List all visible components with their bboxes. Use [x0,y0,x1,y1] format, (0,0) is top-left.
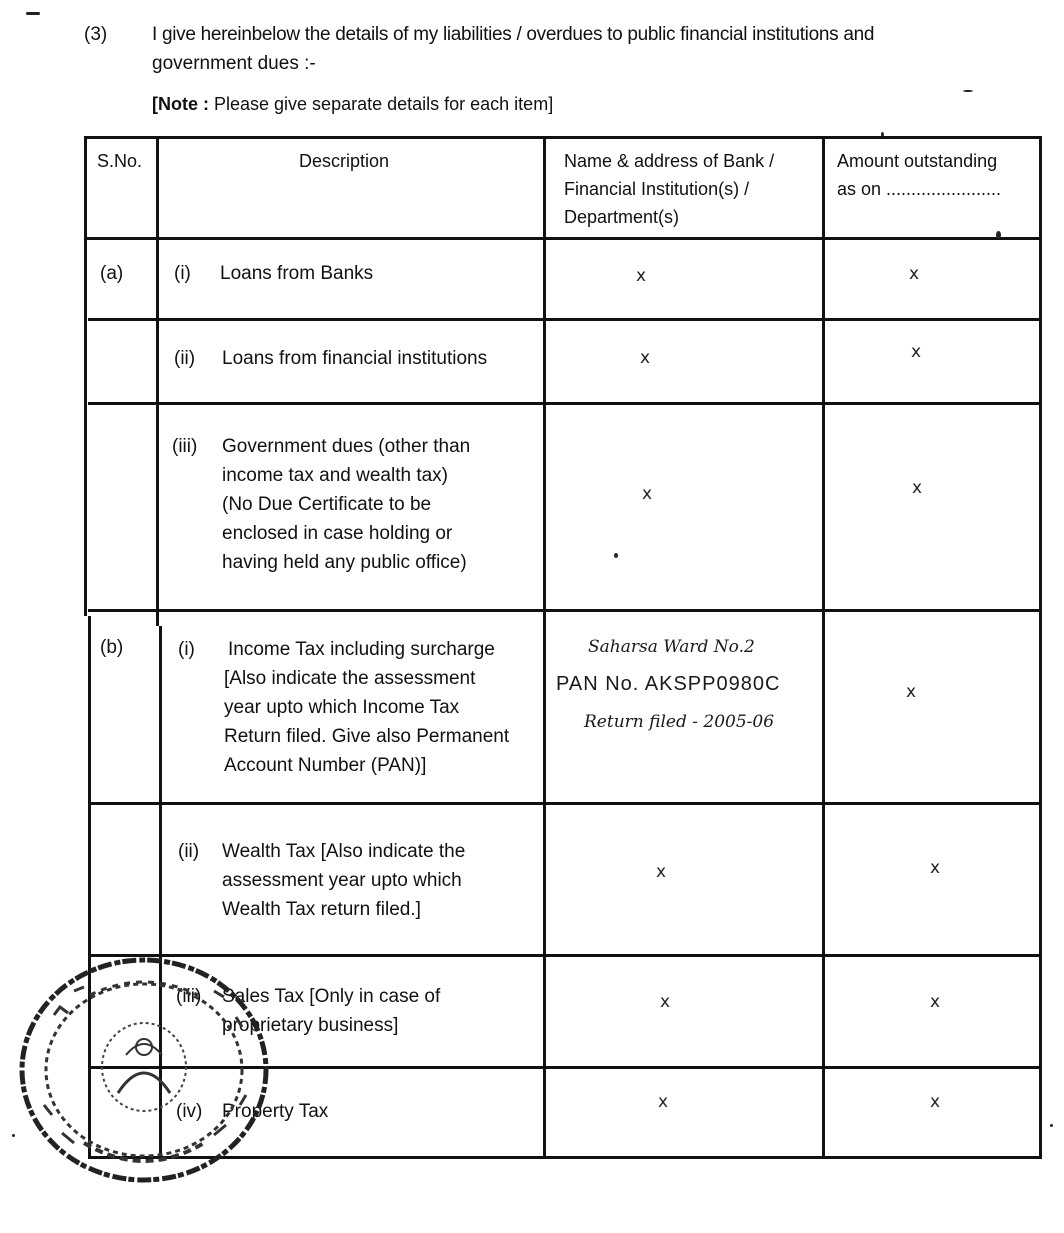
section-label-a: (a) [100,263,124,284]
bank-cross-mark: x [656,862,667,882]
table-border-right [1039,136,1042,1159]
description-line: assessment year upto which [222,870,462,891]
scan-speck [614,553,618,558]
col-divider-sno [156,136,159,626]
description-line: Wealth Tax return filed.] [222,899,421,920]
row-number: (iv) [176,1101,203,1122]
description-line: year upto which Income Tax [224,697,460,718]
scan-speck [26,12,40,15]
section-label-b: (b) [100,637,124,658]
row-number: (ii) [174,348,196,369]
row-description: Loans from financial institutions [222,348,488,369]
bank-cross-mark: x [642,484,653,504]
table-border-top [84,136,1042,139]
bank-cross-mark: x [636,266,647,286]
description-line: (No Due Certificate to be [222,494,432,515]
handwritten-line: Saharsa Ward No.2 [588,637,755,657]
description-line: Sales Tax [Only in case of [222,986,441,1007]
handwritten-line: Return filed - 2005-06 [584,712,775,732]
description-line: proprietary business] [222,1015,399,1036]
row-description: Property Tax [222,1101,329,1122]
scan-speck [881,132,884,137]
row-divider [88,318,1042,321]
note-label: [Note : [152,94,209,114]
description-line: Wealth Tax [Also indicate the [222,841,466,862]
bank-cross-mark: x [658,1092,669,1112]
scan-speck [996,231,1001,239]
row-divider [88,802,1042,805]
header-sno: S.No. [97,151,143,171]
official-seal-stamp [14,955,274,1191]
note-line [152,90,553,119]
note-text: Please give separate details for each item] [209,94,554,114]
description-line: Income Tax including surcharge [228,639,495,660]
description-line: income tax and wealth tax) [222,465,449,486]
description-line: Return filed. Give also Permanent [224,726,510,747]
table-border-left [84,136,87,616]
row-number: (iii) [176,986,202,1007]
header-amount-1: Amount outstanding [837,151,998,171]
amount-cross-mark: x [912,478,923,498]
description-line: Government dues (other than [222,436,471,457]
amount-cross-mark: x [911,342,922,362]
header-bank-2: Financial Institution(s) / [564,179,750,199]
header-divider [84,237,1042,240]
bank-cross-mark: x [640,348,651,368]
description-line: [Also indicate the assessment [224,668,476,689]
col-divider-desc [543,136,546,1159]
header-description: Description [299,151,390,171]
amount-cross-mark: x [930,992,941,1012]
row-number: (i) [174,263,191,284]
col-divider-bank [822,136,825,1159]
amount-cross-mark: x [909,264,920,284]
item-number: (3) [84,24,108,45]
row-number: (iii) [172,436,198,457]
amount-cross-mark: x [906,682,917,702]
description-line: Account Number (PAN)] [224,755,427,776]
scan-speck [1050,1124,1053,1127]
description-line: enclosed in case holding or [222,523,453,544]
scan-speck [963,90,973,92]
row-divider [88,609,1042,612]
header-amount-2: as on ....................... [837,179,1002,199]
header-bank-3: Department(s) [564,207,680,227]
description-line: having held any public office) [222,552,467,573]
intro-line-1: I give hereinbelow the details of my liabilities / overdues to public financial institutions and [152,24,875,45]
row-divider [88,402,1042,405]
bank-cross-mark: x [660,992,671,1012]
handwritten-line: PAN No. AKSPP0980C [556,673,781,695]
amount-cross-mark: x [930,1092,941,1112]
row-description: Loans from Banks [220,263,374,284]
row-number: (i) [178,639,195,660]
intro-line-2: government dues :- [152,53,316,74]
row-number: (ii) [178,841,200,862]
scan-speck [12,1134,15,1137]
amount-cross-mark: x [930,858,941,878]
header-bank-1: Name & address of Bank / [564,151,775,171]
